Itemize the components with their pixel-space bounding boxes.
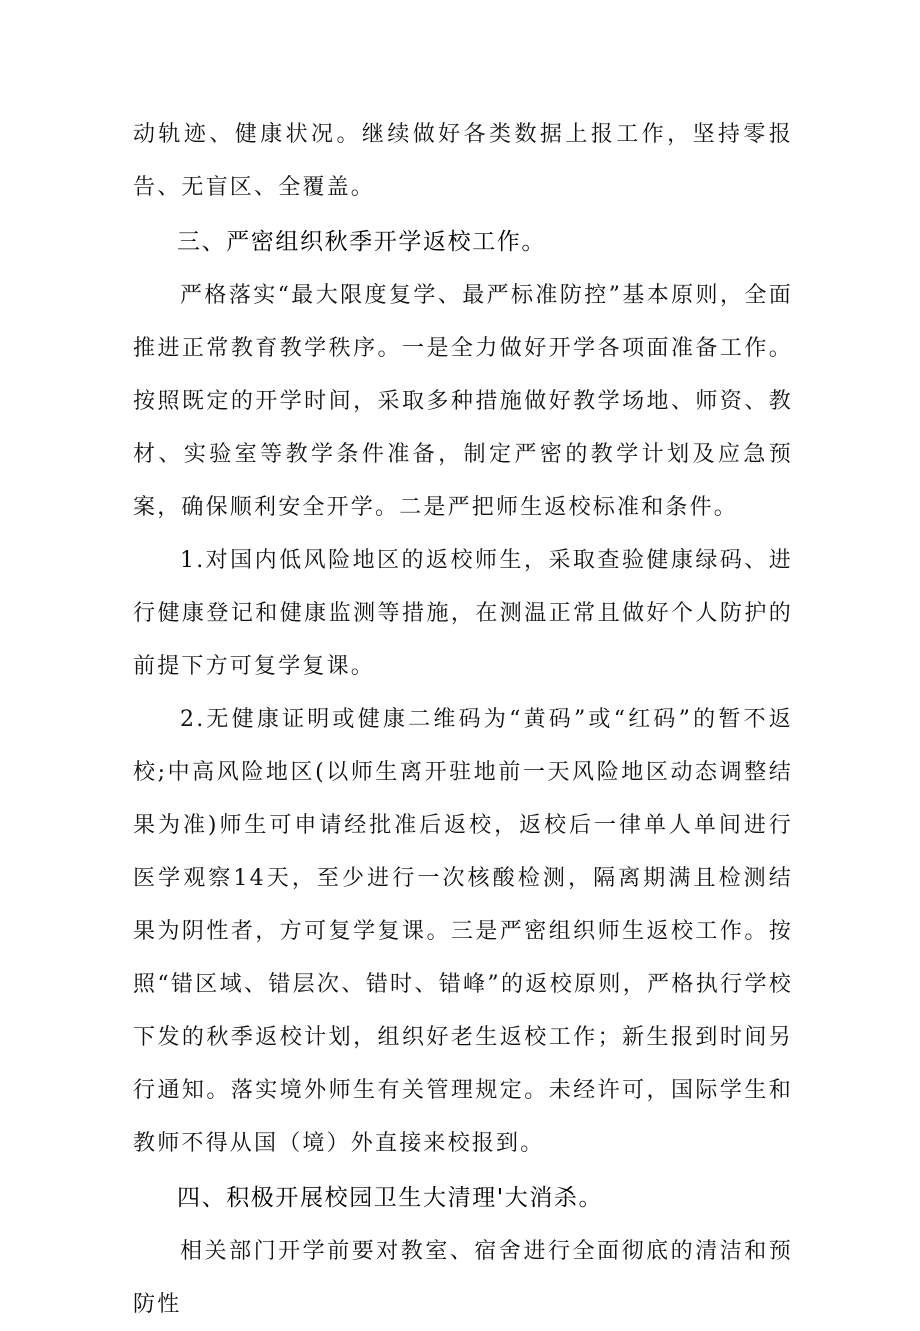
document-body xyxy=(133,108,793,1331)
paragraph-cleaning: 相关部门开学前要对教室、宿舍进行全面彻底的清洁和预防性 xyxy=(133,1239,793,1317)
section-heading-4: 四、积极开展校园卫生大清理'大消杀。 xyxy=(177,1185,604,1211)
paragraph-principle: 严格落实“最大限度复学、最严标准防控”基本原则，全面推进正常教育教学秩序。一是全力做好开学各项面准备工作。按照既定的开学时间，采取多种措施做好教学场地、师资、教材、实验室等教学条件准备，制定严密的教学计划及应急预案，确保顺利安全开学。二是严把师生返校标准和条件。 xyxy=(133,283,793,520)
list-item-1: 1.对国内低风险地区的返校师生，采取查验健康绿码、进行健康登记和健康监测等措施，在测温正常且做好个人防护的前提下方可复学复课。 xyxy=(133,548,793,679)
list-item-2: 2.无健康证明或健康二维码为“黄码”或“红码”的暂不返校;中高风险地区(以师生离开驻地前一天风险地区动态调整结果为准)师生可申请经批准后返校，返校后一律单人单间进行医学观察14天，至少进行一次核酸检测，隔离期满且检测结果为阴性者，方可复学复课。三是严密组织师生返校工作。按照“错区域、错层次、错时、错峰”的返校原则，严格执行学校下发的秋季返校计划，组织好老生返校工作；新生报到时间另行通知。落实境外师生有关管理规定。未经许可，国际学生和教师不得从国（境）外直接来校报到。 xyxy=(133,707,793,1156)
paragraph-continued: 动轨迹、健康状况。继续做好各类数据上报工作，坚持零报告、无盲区、全覆盖。 xyxy=(133,122,793,200)
section-heading-3: 三、严密组织秋季开学返校工作。 xyxy=(177,229,546,255)
